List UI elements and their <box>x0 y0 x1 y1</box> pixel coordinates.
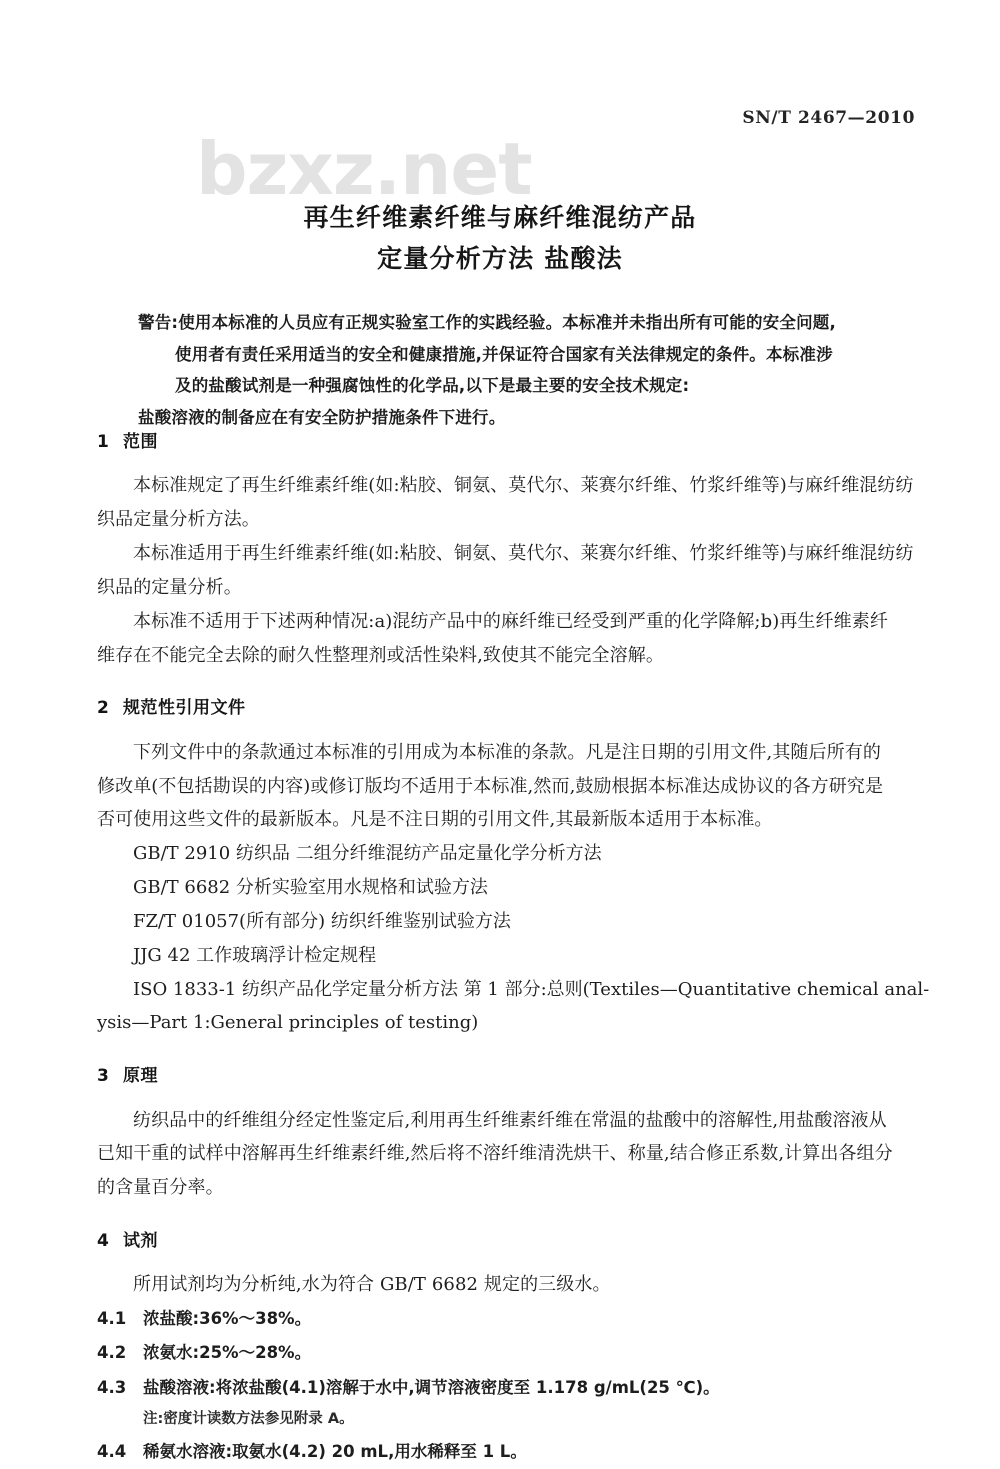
clause-text: 盐酸溶液:将浓盐酸(4.1)溶解于水中,调节溶液密度至 1.178 g/mL(25 ℃)。 <box>143 1377 720 1397</box>
page-title <box>0 198 1000 279</box>
s3-p1-line1: 纺织品中的纤维组分经定性鉴定后,利用再生纤维素纤维在常温的盐酸中的溶解性,用盐酸溶液从 <box>133 1109 887 1131</box>
s1-p2-line2: 织品的定量分析。 <box>97 576 242 598</box>
s1-p1-line2: 织品定量分析方法。 <box>97 509 260 531</box>
reference-item-iso-line2: ysis—Part 1:General principles of testing) <box>97 1012 479 1034</box>
reference-item-iso-line1: ISO 1833-1 纺织产品化学定量分析方法 第 1 部分:总则(Textiles—Quantitative chemical anal- <box>133 978 930 1000</box>
s4-p1: 所用试剂均为分析纯,水为符合 GB/T 6682 规定的三级水。 <box>133 1274 611 1296</box>
reference-item: GB/T 2910 纺织品 二组分纤维混纺产品定量化学分析方法 <box>133 843 602 865</box>
s1-p3-line1: 本标准不适用于下述两种情况:a)混纺产品中的麻纤维已经受到严重的化学降解;b)再生纤维素纤 <box>133 610 888 632</box>
reference-item: JJG 42 工作玻璃浮计检定规程 <box>133 944 377 966</box>
section-heading-4 <box>97 1231 909 1251</box>
warning-line-2: 使用者有责任采用适当的安全和健康措施,并保证符合国家有关法律规定的条件。本标准涉 <box>175 344 833 364</box>
section-number-1: 1 <box>97 432 110 452</box>
section-number-3: 3 <box>97 1066 110 1087</box>
clause-text: 稀氨水溶液:取氨水(4.2) 20 mL,用水稀释至 1 L。 <box>143 1441 527 1461</box>
s2-p1-line2: 修改单(不包括勘误的内容)或修订版均不适用于本标准,然而,鼓励根据本标准达成协议的各方研究是 <box>97 775 884 797</box>
section-title-3: 原理 <box>123 1066 158 1087</box>
section-title-4: 试剂 <box>123 1231 158 1252</box>
section-heading-2 <box>97 698 909 718</box>
section-heading-1 <box>97 432 909 452</box>
section-title-2: 规范性引用文件 <box>123 698 246 719</box>
warning-block <box>138 307 903 434</box>
clause-4-1 <box>97 1302 909 1336</box>
watermark-bzxz: bzxz.net <box>196 127 532 211</box>
s1-p1-line1: 本标准规定了再生纤维素纤维(如:粘胶、铜氨、莫代尔、莱赛尔纤维、竹浆纤维等)与麻纤维混纺纺 <box>133 475 914 497</box>
clause-number: 4.4 <box>97 1441 127 1461</box>
clause-number: 4.2 <box>97 1343 127 1363</box>
section-number-4: 4 <box>97 1231 110 1252</box>
warning-line-4: 盐酸溶液的制备应在有安全防护措施条件下进行。 <box>138 408 506 428</box>
title-line-1: 再生纤维素纤维与麻纤维混纺产品 <box>303 203 697 232</box>
running-head-standard-number: SN/T 2467—2010 <box>742 108 915 128</box>
title-line-2: 定量分析方法 盐酸法 <box>377 243 623 273</box>
clause-4-3 <box>97 1371 909 1405</box>
warning-line-3: 及的盐酸试剂是一种强腐蚀性的化学品,以下是最主要的安全技术规定: <box>175 376 690 396</box>
s3-p1-line2: 已知干重的试样中溶解再生纤维素纤维,然后将不溶纤维清洗烘干、称量,结合修正系数,计算出各组分 <box>97 1143 893 1165</box>
reference-item: GB/T 6682 分析实验室用水规格和试验方法 <box>133 877 488 899</box>
clause-4-4 <box>97 1435 909 1469</box>
clause-text: 浓氨水:25%～28%。 <box>143 1343 312 1363</box>
section-title-1: 范围 <box>123 432 158 452</box>
section-heading-3 <box>97 1066 909 1086</box>
document-body <box>97 432 930 1469</box>
clause-text: 浓盐酸:36%～38%。 <box>143 1309 312 1329</box>
s1-p3-line2: 维存在不能完全去除的耐久性整理剂或活性染料,致使其不能完全溶解。 <box>97 644 664 666</box>
warning-line-1: 警告:使用本标准的人员应有正规实验室工作的实践经验。本标准并未指出所有可能的安全问题, <box>138 313 836 332</box>
reference-item: FZ/T 01057(所有部分) 纺织纤维鉴别试验方法 <box>133 910 511 932</box>
clause-number: 4.1 <box>97 1309 127 1329</box>
clause-4-3-note: 注:密度计读数方法参见附录 A。 <box>143 1410 354 1427</box>
clause-4-2 <box>97 1336 909 1370</box>
section-number-2: 2 <box>97 698 110 719</box>
s2-p1-line1: 下列文件中的条款通过本标准的引用成为本标准的条款。凡是注日期的引用文件,其随后所有的 <box>133 741 881 763</box>
clause-number: 4.3 <box>97 1377 127 1397</box>
s2-p1-line3: 否可使用这些文件的最新版本。凡是不注日期的引用文件,其最新版本适用于本标准。 <box>97 809 773 831</box>
s3-p1-line3: 的含量百分率。 <box>97 1177 224 1199</box>
s1-p2-line1: 本标准适用于再生纤维素纤维(如:粘胶、铜氨、莫代尔、莱赛尔纤维、竹浆纤维等)与麻纤维混纺纺 <box>133 543 914 565</box>
